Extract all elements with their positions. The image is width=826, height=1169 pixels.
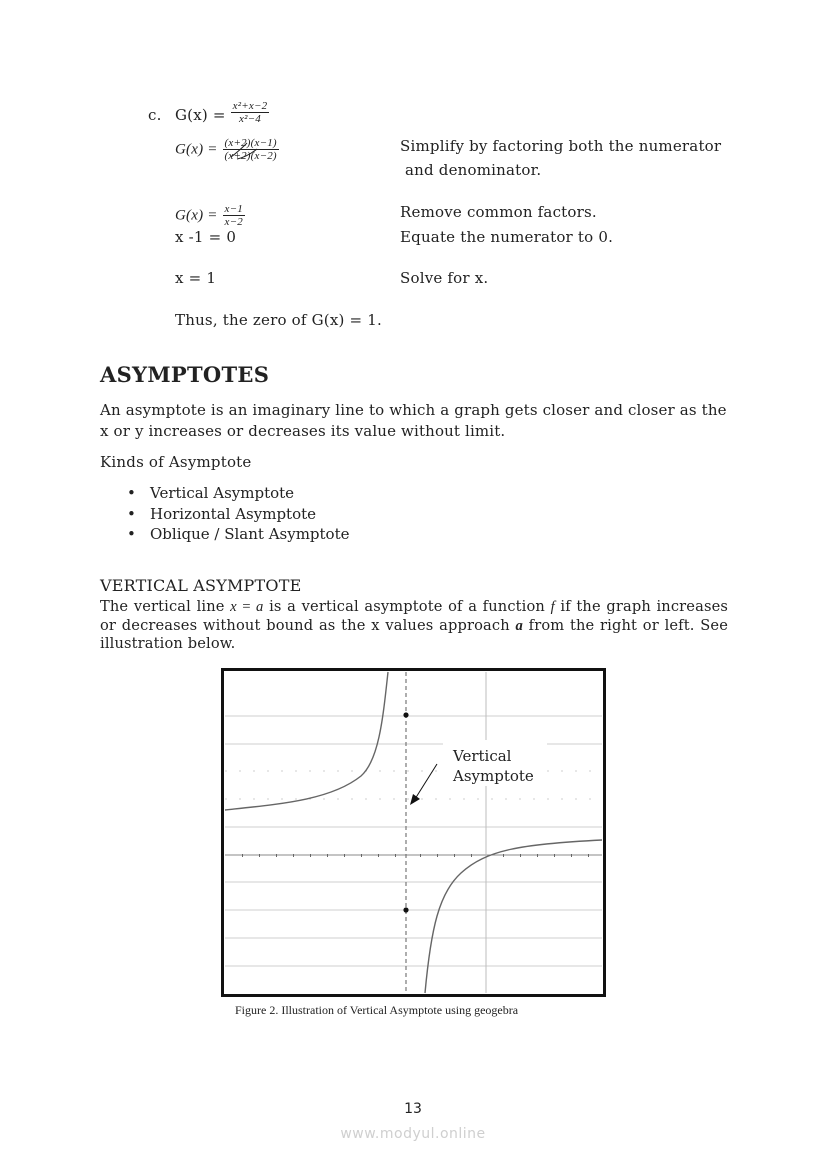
- vertical-p-math: x = a: [230, 599, 264, 615]
- vertical-p-mid1: is a vertical asymptote of a function: [263, 598, 551, 615]
- list-item: [100, 505, 350, 526]
- vertical-p-pre: The vertical line: [100, 598, 231, 615]
- step1-note-line2: and denominator.: [405, 161, 542, 179]
- step1-fraction: [223, 137, 279, 162]
- step1-denominator: (x+2)(x−2): [224, 150, 277, 162]
- asymptote-graph: [221, 668, 606, 997]
- list-item: [100, 525, 350, 546]
- section-title: [100, 362, 269, 387]
- vertical-p-a: a: [515, 617, 523, 634]
- step1-note-line1: Simplify by factoring both the numerator: [400, 137, 722, 155]
- vertical-heading: VERTICAL ASYMPTOTE: [100, 576, 302, 595]
- step4-equation: x = 1: [175, 269, 217, 287]
- g-numerator: x²+x−2: [232, 99, 268, 112]
- figure-caption: Figure 2. Illustration of Vertical Asymptote using geogebra: [235, 1003, 519, 1017]
- step2-equation: [175, 203, 245, 228]
- vertical-p-post: from the right or left. See illustration below.: [100, 616, 728, 652]
- step2-lhs: G(x) =: [175, 207, 218, 224]
- asymptote-definition: An asymptote is an imaginary line to which a graph gets closer and closer as the x or y increases or decreases its value without limit.: [100, 401, 727, 440]
- list-item-label: Vertical Asymptote: [150, 484, 295, 502]
- figure-label-line2: Asymptote: [453, 767, 534, 785]
- bullet-icon: •: [127, 525, 136, 543]
- vertical-paragraph: [100, 598, 728, 654]
- g-fraction: [231, 100, 270, 125]
- asymptote-figure: [221, 668, 606, 997]
- list-item-label: Horizontal Asymptote: [150, 504, 317, 523]
- page-number: 13: [404, 1101, 422, 1117]
- watermark: www.modyul.online: [340, 1126, 486, 1142]
- step2-fraction: [223, 203, 245, 228]
- bullet-icon: •: [127, 484, 136, 502]
- vertical-p-mid2: if the graph increases or decreases without bound as the x values approach: [100, 598, 729, 634]
- point-marker: [403, 712, 408, 717]
- step2-denominator: x−2: [224, 216, 243, 228]
- step4-note: Solve for x.: [400, 269, 489, 287]
- conclusion: Thus, the zero of G(x) = 1.: [175, 311, 382, 329]
- step1-lhs: G(x) =: [175, 141, 218, 158]
- step3-equation: x -1 = 0: [175, 228, 237, 246]
- step2-numerator: x−1: [224, 203, 243, 215]
- cancel-strike-icon: [223, 137, 293, 163]
- list-item-label: Oblique / Slant Asymptote: [150, 525, 350, 543]
- vertical-p-f: f: [550, 599, 555, 615]
- list-item: [100, 484, 350, 505]
- example-label: c.: [148, 106, 162, 124]
- g-denominator: x²−4: [239, 112, 261, 125]
- kinds-heading: Kinds of Asymptote: [100, 453, 252, 471]
- g-definition: [175, 99, 269, 125]
- step3-note: Equate the numerator to 0.: [400, 228, 614, 246]
- step1-equation: [175, 137, 279, 162]
- point-marker: [403, 907, 408, 912]
- kinds-list: [100, 484, 350, 546]
- figure-label-line1: Vertical: [453, 747, 512, 765]
- g-lhs: G(x) =: [175, 106, 226, 124]
- step1-numerator: (x+2)(x−1): [224, 137, 277, 149]
- bullet-icon: •: [127, 504, 136, 523]
- step2-note: Remove common factors.: [400, 203, 597, 221]
- asymptotes-heading: ASYMPTOTES: [100, 362, 270, 387]
